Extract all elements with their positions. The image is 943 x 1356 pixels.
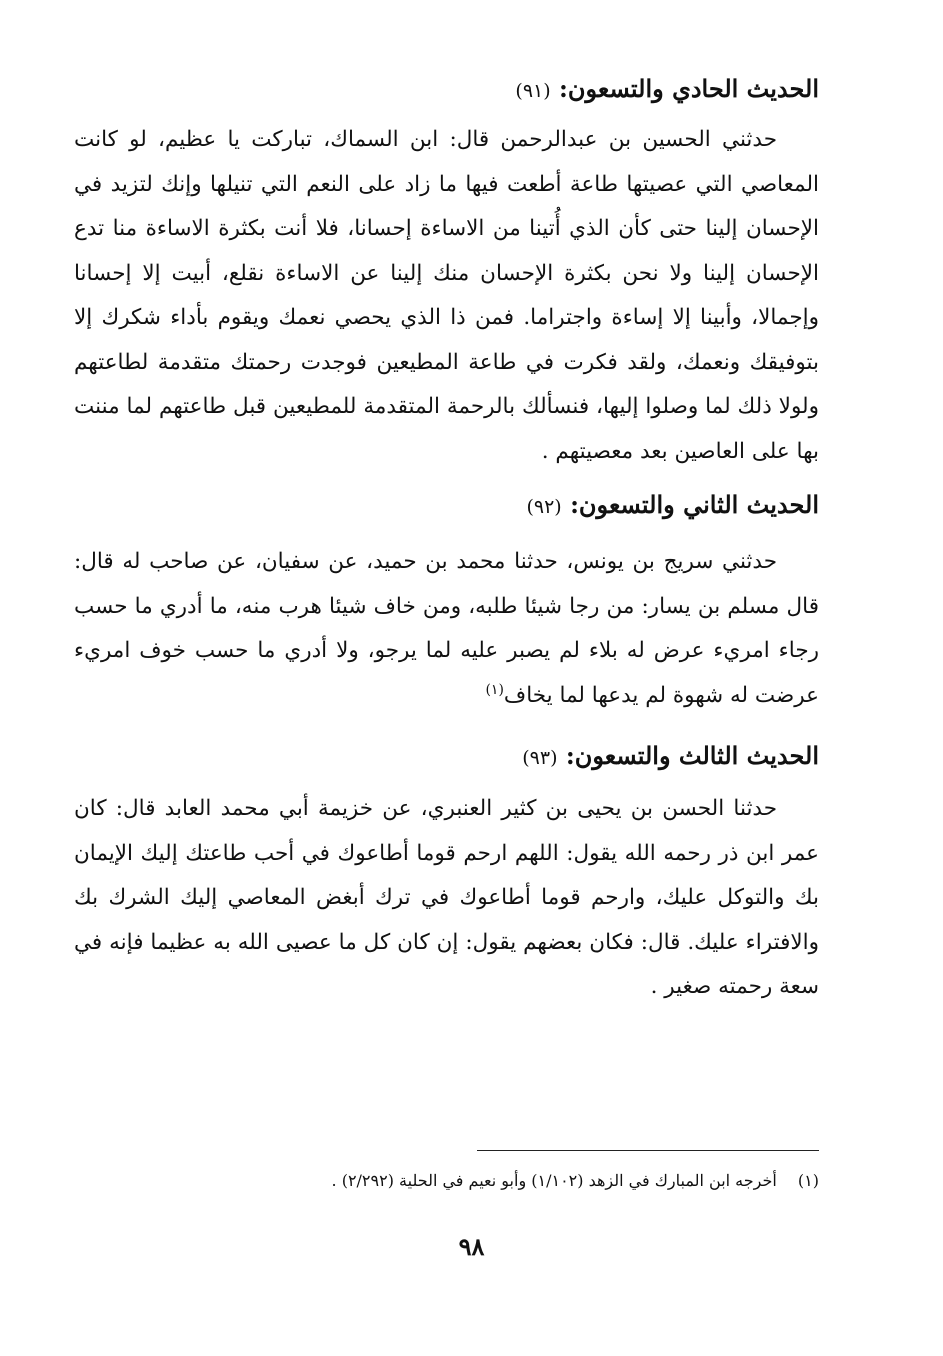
section-body-92	[74, 540, 819, 718]
footnote-text: أخرجه ابن المبارك في الزهد (١/١٠٢) وأبو نعيم في الحلية (٢/٢٩٢) .	[331, 1171, 777, 1190]
section-number: (٩١)	[515, 80, 551, 102]
section-number: (٩٢)	[526, 496, 562, 518]
section-heading-92	[74, 490, 819, 522]
section-body-91	[74, 118, 819, 474]
section-title: الحديث الثالث والتسعون:	[565, 741, 819, 770]
hadith-text: حدثني سريج بن يونس، حدثنا محمد بن حميد، عن سفيان، عن صاحب له قال: قال مسلم بن يسار: من رجا شيئا طلبه، ومن خاف شيئا هرب منه، ما أدري ما حسب رجاء امريء عرض له بلاء لم يصبر عليه لما يرجو، ولا أدري ما حسب خوف امريء عرضت له شهوة لم يدعها لما يخاف	[74, 549, 819, 708]
section-body-93	[74, 787, 819, 1010]
section-number: (٩٣)	[522, 747, 558, 769]
section-heading-93	[74, 741, 819, 773]
page-number: ٩٨	[458, 1232, 485, 1261]
footnote-mark: (١)	[797, 1171, 819, 1190]
section-heading-91	[74, 74, 819, 106]
footnote-divider	[477, 1150, 819, 1151]
hadith-text: حدثني الحسين بن عبدالرحمن قال: ابن السماك، تباركت يا عظيم، لو كانت المعاصي التي عصيتها طاعة أطعت فيها ما زاد على النعم التي تنيلها وإنك لتزيد في الإحسان إلينا حتى كأن الذي أُتينا من الاساءة إحسانا، فلا أنت بكثرة الاساءة منا تدع الإحسان إلينا ولا نحن بكثرة الإحسان منك إلينا عن الاساءة نقلع، أبيت إلا إحسانا وإجمالا، وأبينا إلا إساءة واجتراما. فمن ذا الذي يحصي نعمك ويقوم بأداء شكرك إلا بتوفيقك ونعمك، ولقد فكرت في طاعة المطيعين فوجدت رحمتك متقدمة لطاعتهم ولولا ذلك لما وصلوا إليها، فنسألك بالرحمة المتقدمة للمطيعين قبل طاعتهم لما مننت بها على العاصين بعد معصيتهم .	[74, 127, 819, 464]
section-title: الحديث الحادي والتسعون:	[559, 74, 819, 103]
hadith-text-container	[74, 540, 819, 718]
footnote	[74, 1168, 819, 1194]
footnote-reference[interactable]: (١)	[485, 681, 504, 698]
hadith-text: حدثنا الحسن بن يحيى بن كثير العنبري، عن خزيمة أبي محمد العابد قال: كان عمر ابن ذر رحمه الله يقول: اللهم ارحم قوما أطاعوك في أحب طاعتك إليك الإيمان بك والتوكل عليك، وارحم قوما أطاعوك في ترك أبغض المعاصي إليك الشرك بك والافتراء عليك. قال: فكان بعضهم يقول: إن كان كل ما عصيى الله به عظيما فإنه في سعة رحمته صغير .	[74, 796, 819, 999]
section-title: الحديث الثاني والتسعون:	[570, 490, 819, 519]
